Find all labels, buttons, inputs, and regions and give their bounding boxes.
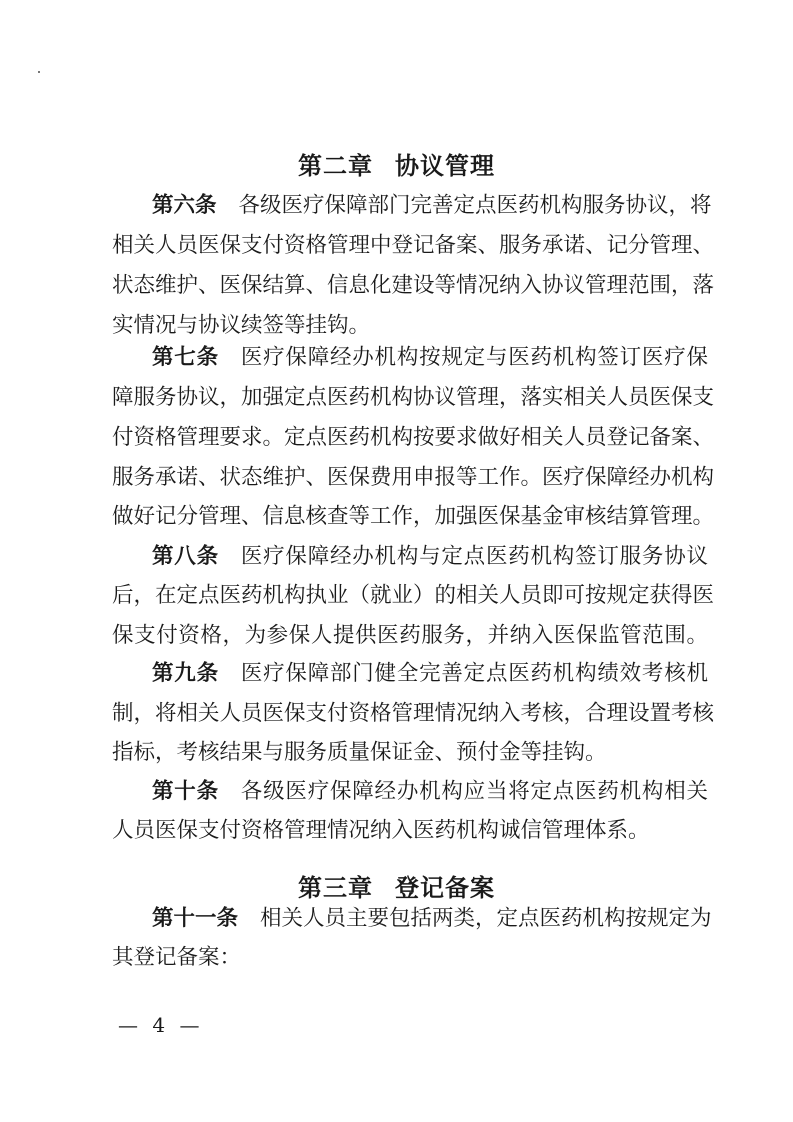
page-number: — 4 — [118, 1013, 204, 1037]
article-11-line-2: 其登记备案： [112, 945, 242, 970]
article-8-label: 第八条 [152, 544, 219, 569]
article-9-line-2: 制，将相关人员医保支付资格管理情况纳入考核，合理设置考核 [112, 701, 715, 726]
article-7-line-1 [152, 338, 708, 378]
article-9-text-1: 医疗保障部门健全完善定点医药机构绩效考核机 [240, 661, 708, 686]
article-10-line-1 [152, 772, 708, 812]
article-7-line-2: 障服务协议，加强定点医药机构协议管理，落实相关人员医保支 [112, 385, 715, 410]
article-6-line-2: 相关人员医保支付资格管理中登记备案、服务承诺、记分管理、 [112, 233, 715, 258]
chapter-3-heading [0, 868, 793, 903]
article-8-line-1 [152, 537, 708, 577]
article-11-text-1: 相关人员主要包括两类，定点医药机构按规定为 [260, 906, 712, 931]
article-6-line-3: 状态维护、医保结算、信息化建设等情况纳入协议管理范围，落 [112, 273, 715, 298]
article-8-line-2: 后，在定点医药机构执业（就业）的相关人员即可按规定获得医 [112, 583, 715, 608]
article-6-text-1: 各级医疗保障部门完善定点医药机构服务协议，将 [238, 193, 712, 218]
article-10-text-1: 各级医疗保障经办机构应当将定点医药机构相关 [240, 779, 708, 804]
article-9-label: 第九条 [152, 661, 219, 686]
article-7-line-4: 服务承诺、状态维护、医保费用申报等工作。医疗保障经办机构 [112, 465, 715, 490]
article-6-line-1 [152, 186, 712, 226]
article-11-line-1 [152, 899, 712, 939]
chapter-3-label: 第三章 [298, 874, 373, 902]
article-7-line-5: 做好记分管理、信息核查等工作，加强医保基金审核结算管理。 [112, 504, 715, 529]
article-10-line-2: 人员医保支付资格管理情况纳入医药机构诚信管理体系。 [112, 818, 650, 843]
article-9-line-3: 指标，考核结果与服务质量保证金、预付金等挂钩。 [112, 740, 607, 765]
article-10-label: 第十条 [152, 779, 219, 804]
article-7-label: 第七条 [152, 345, 219, 370]
chapter-2-title: 协议管理 [395, 152, 495, 180]
chapter-3-title: 登记备案 [395, 874, 495, 902]
article-8-line-3: 保支付资格，为参保人提供医药服务，并纳入医保监管范围。 [112, 623, 708, 648]
article-8-text-1: 医疗保障经办机构与定点医药机构签订服务协议 [240, 544, 708, 569]
chapter-2-label: 第二章 [298, 152, 373, 180]
article-11-label: 第十一条 [152, 906, 239, 931]
scan-speck [38, 71, 40, 73]
article-7-line-3: 付资格管理要求。定点医药机构按要求做好相关人员登记备案、 [112, 425, 715, 450]
chapter-2-heading [0, 146, 793, 181]
article-6-line-4: 实情况与协议续签等挂钩。 [112, 313, 371, 338]
article-6-label: 第六条 [152, 193, 217, 218]
article-7-text-1: 医疗保障经办机构按规定与医药机构签订医疗保 [240, 345, 708, 370]
article-9-line-1 [152, 654, 708, 694]
